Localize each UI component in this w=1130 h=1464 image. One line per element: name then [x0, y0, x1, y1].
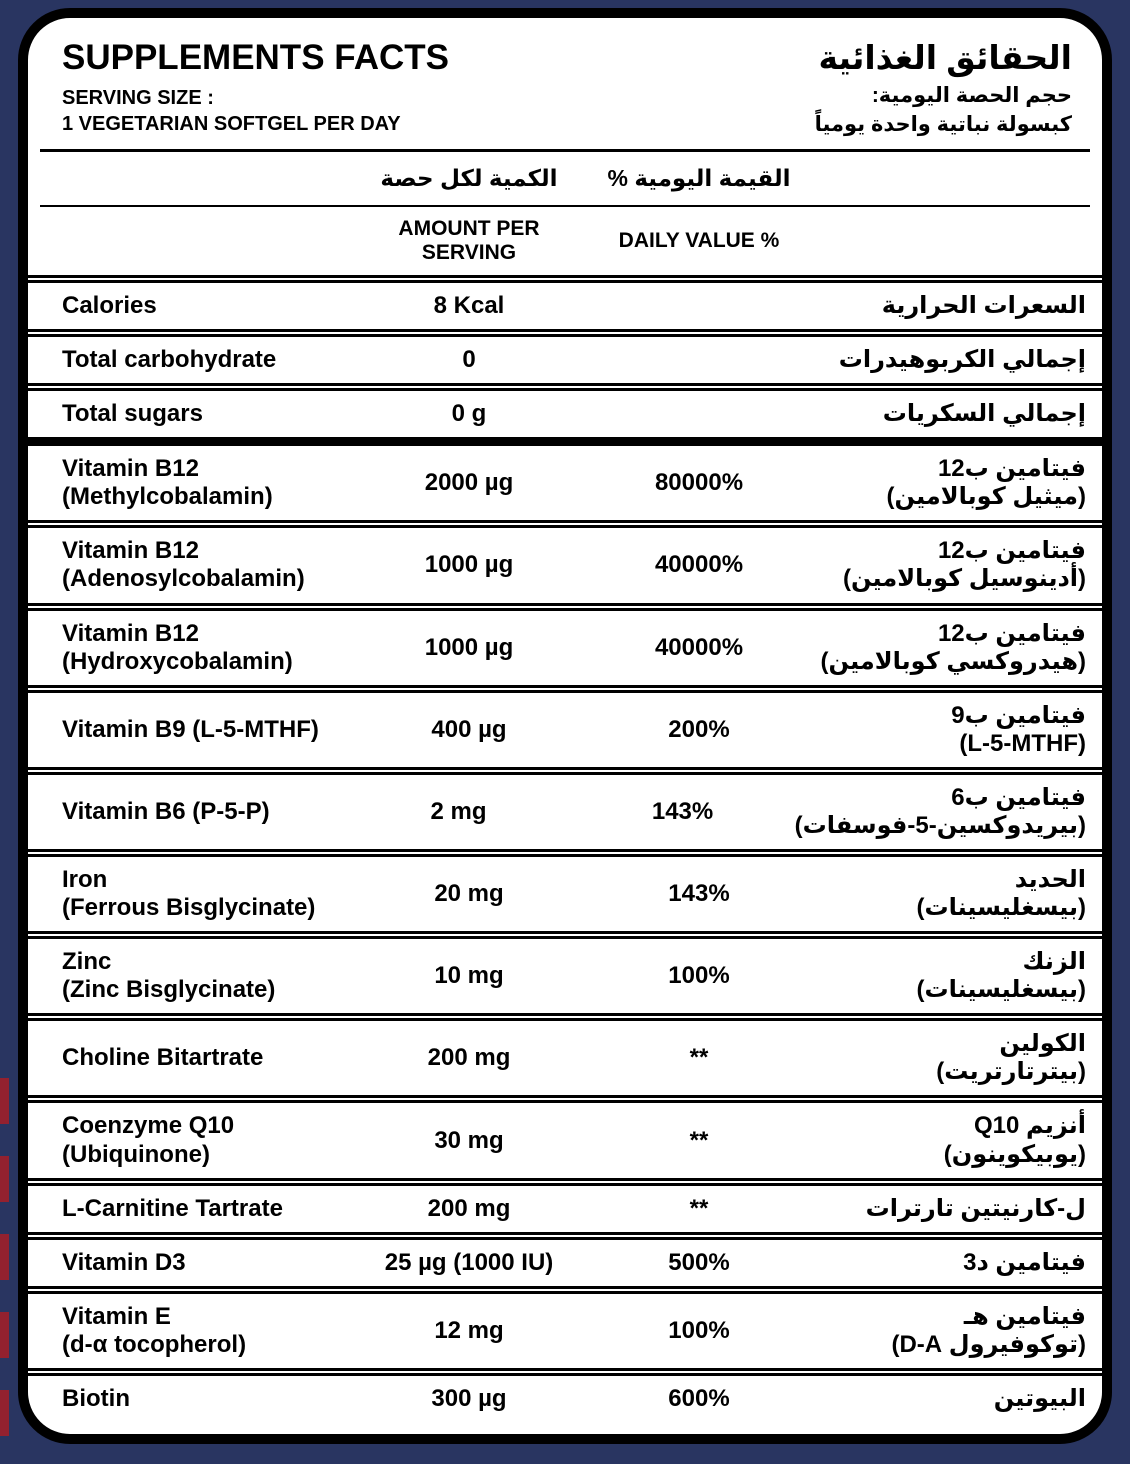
serving-size-label-en: SERVING SIZE : [62, 86, 214, 109]
ingredient-name-en: Total sugars [62, 400, 203, 428]
ingredient-name-ar: الكولين (بيترتارتريت) [936, 1030, 1086, 1086]
column-headers-arabic [28, 152, 1102, 205]
table-row [28, 685, 1102, 767]
facts-rows [28, 275, 1102, 1422]
ingredient-name-en: Vitamin D3 [62, 1248, 186, 1276]
amount-per-serving: 400 µg [431, 715, 507, 743]
ingredient-name-ar: فيتامين ب12 (هيدروكسي كوبالامين) [820, 619, 1086, 675]
ingredient-name-ar: إجمالي الكربوهيدرات [838, 346, 1086, 374]
table-row [28, 931, 1102, 1013]
ingredient-name-en: Iron (Ferrous Bisglycinate) [62, 866, 316, 922]
ingredient-name-en: Total carbohydrate [62, 346, 277, 374]
ingredient-name-en: L-Carnitine Tartrate [62, 1194, 283, 1222]
table-row [28, 849, 1102, 931]
serving-size-value-en: 1 VEGETARIAN SOFTGEL PER DAY [62, 112, 401, 135]
daily-value-percent: 600% [668, 1384, 730, 1412]
ingredient-name-en: Vitamin E (d-α tocopherol) [62, 1302, 247, 1358]
ingredient-name-en: Coenzyme Q10 (Ubiquinone) [62, 1112, 235, 1168]
amount-per-serving: 2000 µg [424, 469, 514, 497]
ingredient-name-ar: السعرات الحرارية [881, 291, 1086, 319]
daily-value-percent: 80000% [654, 469, 744, 497]
table-row [28, 1368, 1102, 1422]
ingredient-name-ar: فيتامين د3 [963, 1248, 1086, 1276]
daily-value-percent: ** [689, 1194, 709, 1222]
amount-per-serving: 300 µg [431, 1384, 507, 1412]
table-row [28, 329, 1102, 383]
supplement-facts-panel [18, 8, 1112, 1444]
ingredient-name-ar: إجمالي السكريات [882, 400, 1086, 428]
amount-per-serving: 0 g [451, 400, 487, 428]
amount-per-serving: 1000 µg [424, 633, 514, 661]
table-row [28, 1232, 1102, 1286]
ingredient-name-en: Vitamin B12 (Hydroxycobalamin) [62, 619, 293, 675]
daily-value-percent: 100% [668, 962, 730, 990]
ingredient-name-en: Biotin [62, 1384, 130, 1412]
ingredient-name-en: Vitamin B6 (P-5-P) [62, 797, 270, 825]
daily-value-percent: 100% [668, 1316, 730, 1344]
amount-per-serving: 10 mg [434, 962, 504, 990]
amount-per-serving: 25 µg (1000 IU) [384, 1248, 554, 1276]
amount-column-header-ar: الكمية لكل حصة [380, 164, 558, 191]
ingredient-name-en: Vitamin B9 (L-5-MTHF) [62, 715, 319, 743]
amount-per-serving: 200 mg [427, 1194, 511, 1222]
amount-per-serving: 8 Kcal [433, 291, 505, 319]
ingredient-name-ar: الزنك (بيسغليسينات) [916, 948, 1086, 1004]
ingredient-name-en: Vitamin B12 (Adenosylcobalamin) [62, 537, 305, 593]
ingredient-name-ar: الحديد (بيسغليسينات) [916, 866, 1086, 922]
ingredient-name-ar: أنزيم Q10 (يوبيكوينون) [943, 1112, 1086, 1168]
daily-value-percent: 200% [668, 715, 730, 743]
amount-column-header-en: AMOUNT PER SERVING [398, 216, 540, 264]
daily-value-percent: 143% [668, 880, 730, 908]
amount-per-serving: 2 mg [430, 797, 487, 825]
title-english: SUPPLEMENTS FACTS [62, 38, 449, 77]
daily-value-percent: 40000% [654, 633, 744, 661]
daily-value-percent: 40000% [654, 551, 744, 579]
ingredient-name-ar: فيتامين هـ (توكوفيرول D-A) [891, 1302, 1086, 1358]
daily-value-percent: ** [689, 1044, 709, 1072]
table-row [28, 1013, 1102, 1095]
ingredient-name-en: Zinc (Zinc Bisglycinate) [62, 948, 276, 1004]
daily-value-percent: 500% [668, 1248, 730, 1276]
ingredient-name-en: Choline Bitartrate [62, 1044, 264, 1072]
table-row [28, 383, 1102, 437]
ingredient-name-ar: فيتامين ب12 (ميثيل كوبالامين) [886, 455, 1086, 511]
ingredient-name-ar: البيوتين [993, 1384, 1086, 1412]
table-row [28, 1178, 1102, 1232]
column-headers-english [28, 207, 1102, 275]
daily-value-column-header-en: DAILY VALUE % [618, 228, 780, 252]
daily-value-column-header-ar: القيمة اليومية % [607, 164, 791, 191]
table-row [28, 1095, 1102, 1177]
ingredient-name-en: Vitamin B12 (Methylcobalamin) [62, 455, 273, 511]
table-row [28, 603, 1102, 685]
ingredient-name-ar: فيتامين ب12 (أدينوسيل كوبالامين) [842, 537, 1086, 593]
serving-size-label-ar: حجم الحصة اليومية: [871, 84, 1072, 108]
daily-value-percent: ** [689, 1126, 709, 1154]
table-row [28, 767, 1102, 849]
amount-per-serving: 200 mg [427, 1044, 511, 1072]
table-row [28, 1286, 1102, 1368]
ingredient-name-ar: فيتامين ب9 (L-5-MTHF) [951, 701, 1086, 757]
amount-per-serving: 20 mg [434, 880, 504, 908]
ingredient-name-ar: فيتامين ب6 (بيريدوكسين-5-فوسفات) [794, 783, 1086, 839]
amount-per-serving: 0 [462, 346, 476, 374]
amount-per-serving: 30 mg [434, 1126, 504, 1154]
table-row [28, 275, 1102, 329]
panel-header [28, 34, 1102, 149]
amount-per-serving: 1000 µg [424, 551, 514, 579]
serving-size-value-ar: كبسولة نباتية واحدة يومياً [814, 112, 1072, 136]
ingredient-name-en: Calories [62, 291, 157, 319]
daily-value-percent: 143% [651, 797, 714, 825]
table-row [28, 437, 1102, 520]
title-arabic: الحقائق الغذائية [818, 39, 1072, 76]
amount-per-serving: 12 mg [434, 1316, 504, 1344]
table-row [28, 520, 1102, 602]
ingredient-name-ar: ل-كارنيتين تارترات [865, 1194, 1086, 1222]
left-edge-red-ticks [0, 1078, 9, 1464]
